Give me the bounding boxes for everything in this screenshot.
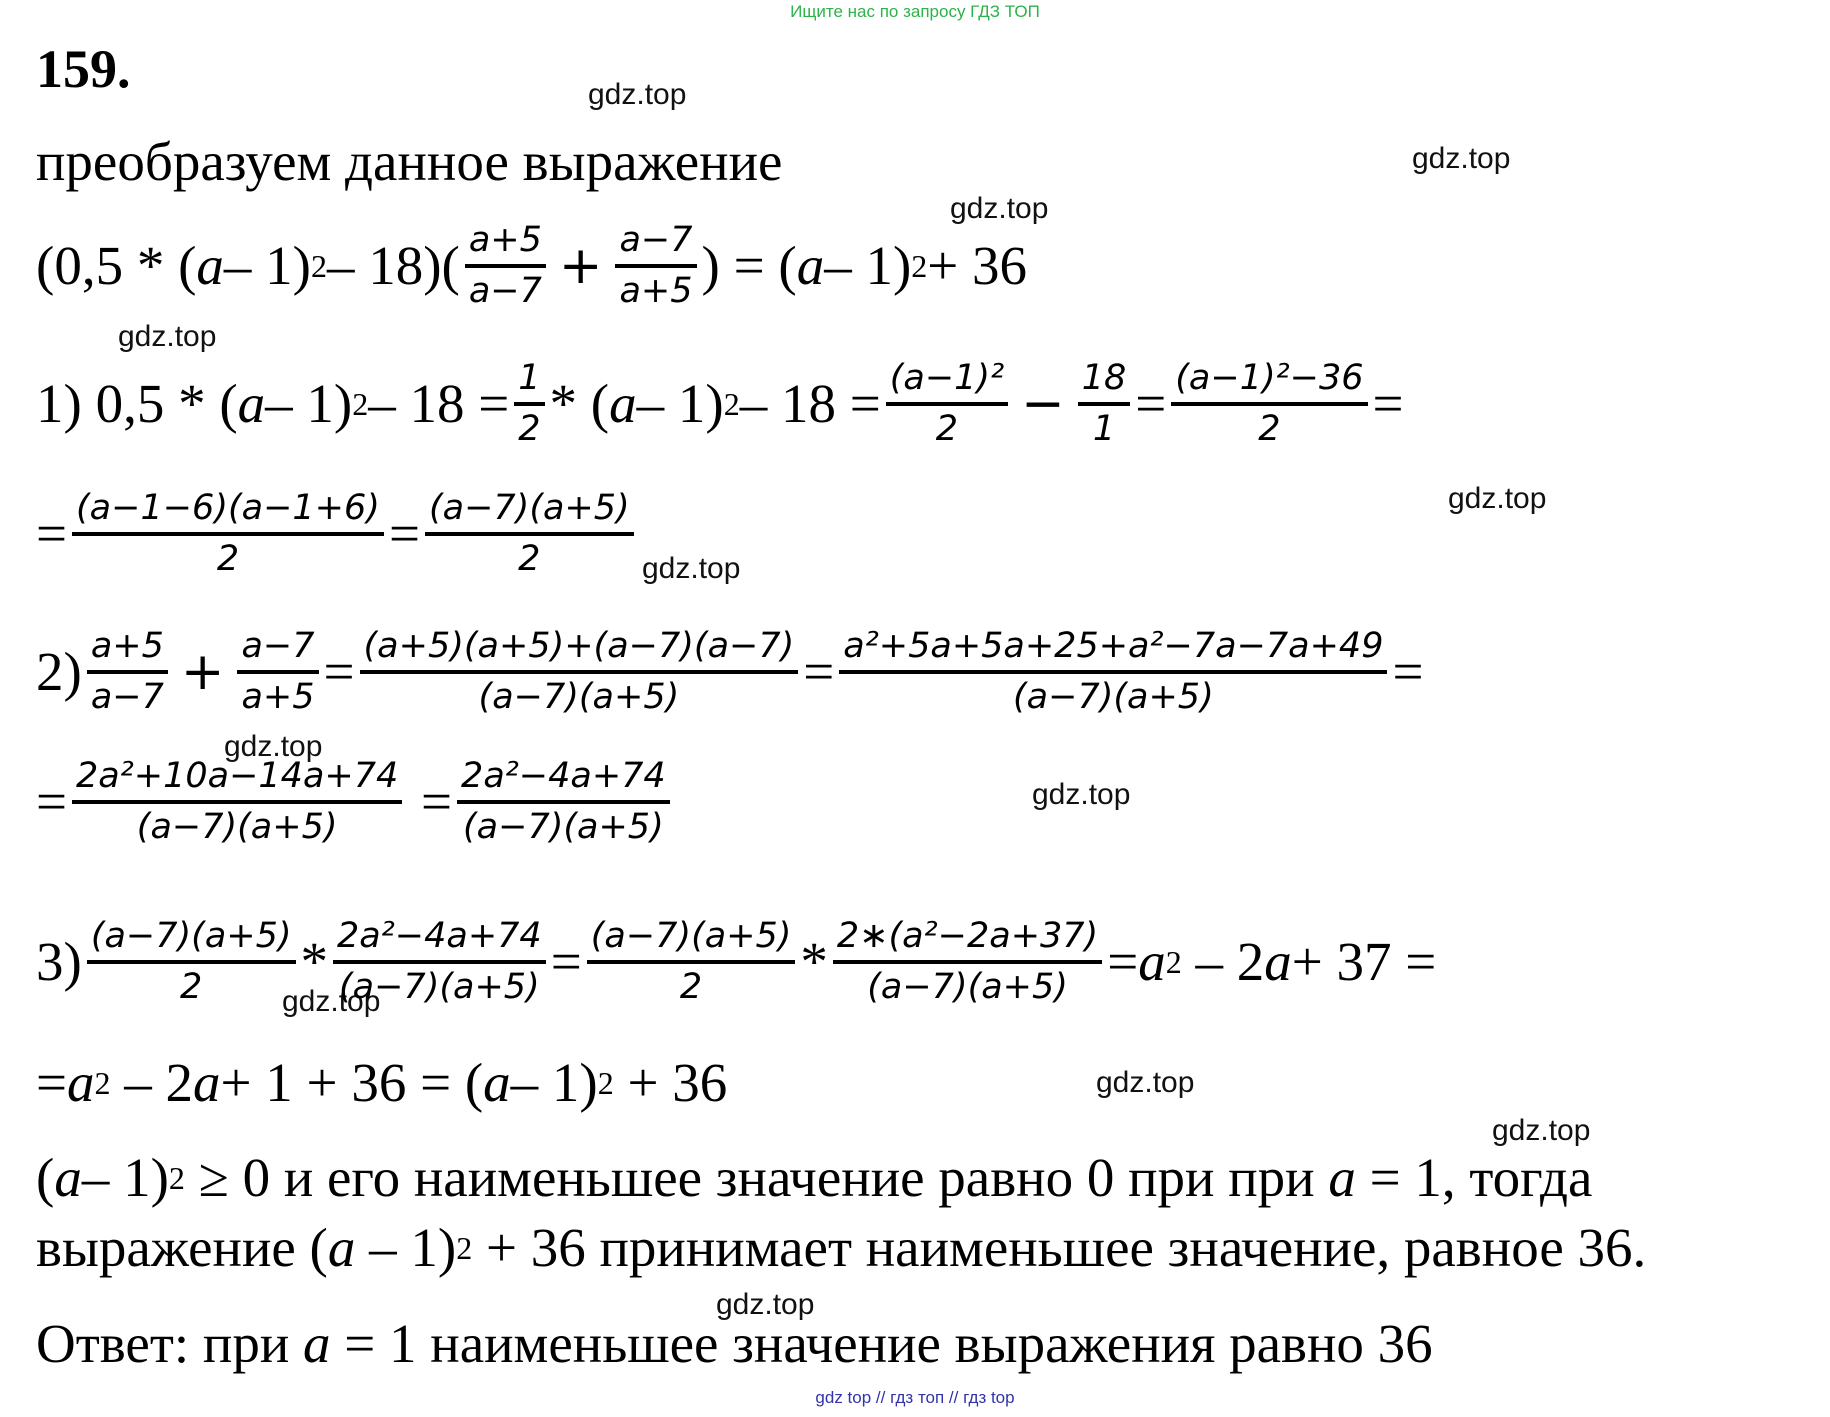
conclusion-line1-tail: ≥ 0 и его наименьшее значение равно 0 при при xyxy=(184,1147,1329,1208)
watermark: gdz.top xyxy=(1448,482,1547,515)
intro-text: преобразуем данное выражение xyxy=(36,131,783,192)
step-1-line-2: = $\frac{(a-1-6)(a-1+6)}{2}$ = $\frac{(a-7)(a+5)}{2}$ xyxy=(36,490,639,578)
conclusion-line2-end: + 36 принимает наименьшее значение, равное 36. xyxy=(472,1217,1647,1278)
conclusion-line-2: выражение ( a – 1) 2 + 36 принимает наименьшее значение, равное 36. xyxy=(36,1217,1647,1278)
watermark: gdz.top xyxy=(118,320,217,353)
watermark: gdz.top xyxy=(642,552,741,585)
main-expression: (0,5 * ( a – 1) 2 – 18)( $\frac{a+5}{a-7}$ + $\frac{a-7}{a+5}$ ) = ( a – 1) 2 + 36 xyxy=(36,220,1028,311)
step-1-line-1: 1) 0,5 * ( a – 1) 2 – 18 = $\frac{1}{2}$ * ( a – 1) 2 – 18 = $\frac{\text{(a−1)²}}{2}$ − $\frac{18}{1}$ = $\frac{\text{(a−1)²−36}}{2}$ = xyxy=(36,358,1404,449)
watermark: gdz.top xyxy=(588,78,687,111)
footer-links[interactable]: gdz top // гдз топ // гдз top xyxy=(815,1388,1015,1407)
conclusion-line1-end: = 1, тогда xyxy=(1355,1147,1593,1208)
watermark: gdz.top xyxy=(1492,1114,1591,1147)
watermark: gdz.top xyxy=(950,192,1049,225)
answer-end: = 1 наименьшее значение выражения равно 36 xyxy=(330,1313,1433,1374)
answer-line: Ответ: при a = 1 наименьшее значение выражения равно 36 xyxy=(36,1313,1433,1374)
watermark: gdz.top xyxy=(1412,142,1511,175)
conclusion-line2-start: выражение ( xyxy=(36,1217,328,1278)
step-3-label: 3) xyxy=(36,931,82,993)
watermark: gdz.top xyxy=(282,985,381,1018)
step-2-label: 2) xyxy=(36,641,82,703)
ad-banner[interactable]: Ищите нас по запросу ГДЗ ТОП xyxy=(790,2,1040,21)
watermark: gdz.top xyxy=(224,730,323,763)
watermark: gdz.top xyxy=(1096,1066,1195,1099)
step-3-line-1: 3) $\frac{(a-7)(a+5)}{2}$ * $\frac{\text{2a²−4a+74}}{(a-7)(a+5)}$ = $\frac{(a-7)(a+5)}{2}$ * $\frac{\text{2∗(a²−2a+37)}}{(a-7)(a+5)}$ = a 2 – 2 a + 37 = xyxy=(36,916,1437,1007)
problem-number: 159. xyxy=(36,39,131,99)
watermark: gdz.top xyxy=(1032,778,1131,811)
watermark: gdz.top xyxy=(716,1288,815,1321)
step-3-line-2: = a 2 – 2 a + 1 + 36 = ( a – 1) 2 + 36 xyxy=(36,1052,728,1113)
step-2-line-2: = $\frac{\text{2a²+10a−14a+74}}{(a-7)(a+5)}$ = $\frac{\text{2a²−4a+74}}{(a-7)(a+5)}$ xyxy=(36,758,675,846)
conclusion-line-1: ( a – 1) 2 ≥ 0 и его наименьшее значение равно 0 при при a = 1, тогда xyxy=(36,1147,1593,1208)
step-1-label: 1) xyxy=(36,373,82,435)
answer-start: Ответ: при xyxy=(36,1313,303,1374)
step-2-line-1: 2) $\frac{a+5}{a-7}$ + $\frac{a-7}{a+5}$ = $\frac{(a+5)(a+5)+(a-7)(a-7)}{(a-7)(a+5)}$ = $\frac{\text{a²+5a+5a+25+a²−7a−7a+49}}{(a-7)(a+5)}$ = xyxy=(36,626,1424,717)
